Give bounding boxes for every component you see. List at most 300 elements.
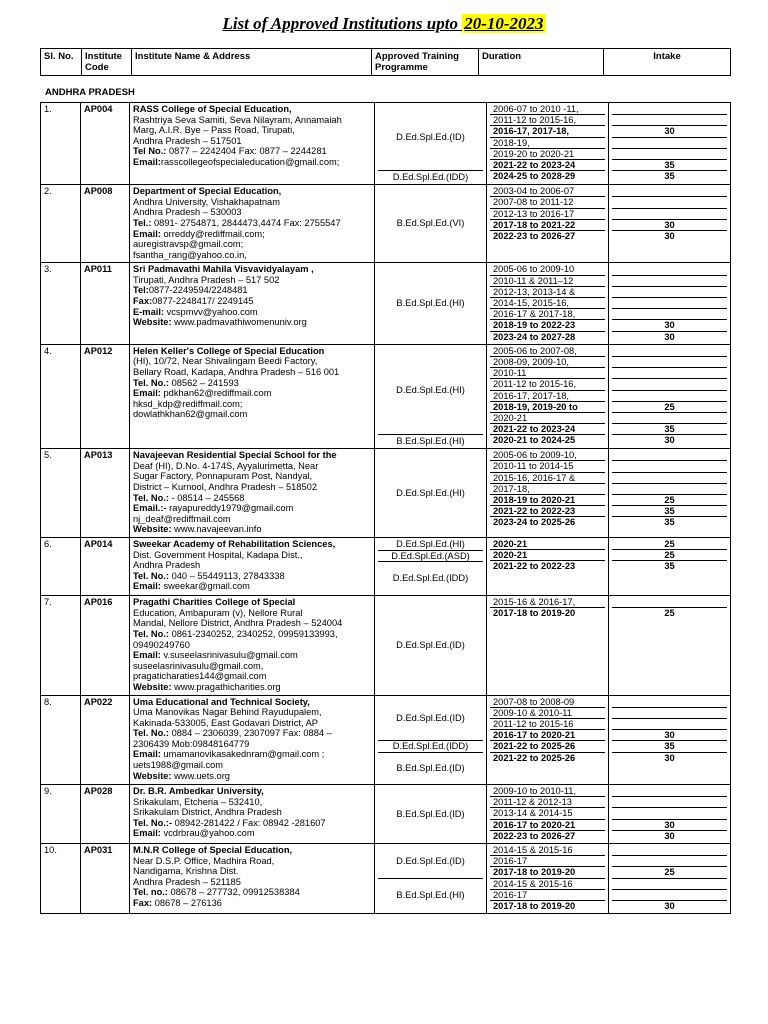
programme-name: D.Ed.Spl.Ed.(ID) [396,640,465,651]
duration-value: 2016-17, 2017-18, [490,126,605,137]
institute-code: AP031 [81,844,130,914]
table-row [41,695,731,785]
duration-cell [487,449,609,538]
field-label: Tel. No.: [133,570,169,581]
table-row [41,785,731,844]
programme-name: D.Ed.Spl.Ed.(HI) [378,346,483,436]
institute-code: AP011 [81,263,130,344]
duration-cell [487,185,609,263]
field-label: Website: [133,681,172,692]
address-line [133,493,371,504]
programme-name: D.Ed.Spl.Ed.(ID) [378,845,483,879]
address-line: Near D.S.P. Office, Madhira Road, [133,855,275,866]
duration-cell [487,538,609,596]
address-line: Andhra Pradesh – 517501 [133,135,242,146]
duration-value: 2021-22 to 2023-24 [490,160,605,171]
field-label: Website: [133,524,172,535]
intake-value [612,473,727,484]
address-line [133,828,371,839]
address-line [133,296,371,307]
intake-cell [609,538,731,596]
programme-cell [375,785,487,844]
intake-value [612,786,727,797]
field-value: 0877-2249594/2248481 [148,285,248,296]
duration-value: 2023-24 to 2025-26 [493,517,576,528]
intake-value [612,597,727,608]
institute-address [130,185,375,263]
duration-value: 2021-22 to 2022-23 [493,561,576,572]
duration-value: 2011-12 & 2012-13 [490,797,605,808]
duration-value: 2021-22 to 2023-24 [490,424,605,435]
programme-cell [375,103,487,185]
field-value: vcspmvv@yahoo.com [164,306,258,317]
address-line: Helen Keller's College of Special Education [133,345,325,356]
address-line [133,581,371,592]
address-line [133,229,371,240]
serial-number: 6. [41,538,81,596]
duration-value: 2005-06 to 2009-10 [490,264,605,275]
intake-cell [609,344,731,449]
programme-cell [375,596,487,695]
field-value: 040 – 55449113, 27843338 [168,570,285,581]
duration-value: 2020-21 to 2024-25 [493,435,576,446]
duration-value: 2015-16, 2016-17 & [490,473,605,484]
address-line: RASS College of Special Education, [133,104,292,114]
address-line: pragaticharaties144@gmail.com [133,671,267,682]
institute-address [130,103,375,185]
duration-value: 2014-15 & 2015-16 [490,879,605,890]
programme-name: B.Ed.Spl.Ed.(HI) [396,435,465,446]
duration-value: 2010-11 & 2011–12 [490,276,605,287]
field-label: Tel No.: [133,146,167,157]
address-line: Marg, A.I.R. Bye – Pass Road, Tirupati, [133,125,295,136]
duration-cell [487,263,609,344]
address-line: Andhra Pradesh – 530003 [133,207,242,218]
intake-value: 30 [664,230,675,241]
duration-cell [487,695,609,785]
programme-name: D.Ed.Spl.Ed.(IDD) [392,572,469,583]
address-line: Deaf (HI), D.No. 4-174S, Ayyalurimetta, Near [133,460,319,471]
intake-value: 35 [612,424,727,435]
field-value: 0891- 2754871, 2844473,4474 Fax: 2755547 [151,217,341,228]
intake-value: 30 [664,752,675,763]
duration-value: 2019-20 to 2020-21 [490,149,605,160]
field-value: www.navajeevan.info [171,524,262,535]
duration-cell [487,785,609,844]
intake-value [612,708,727,719]
address-line: Department of Special Education, [133,186,282,197]
address-line: Srikakulam, Etcheria – 532410, [133,796,263,807]
duration-value: 2012-13, 2013-14 & [490,287,605,298]
duration-value: 2003-04 to 2006-07 [490,186,605,197]
header-intake: Intake [604,49,731,76]
field-value: rasscollegeofspecialeducation@gmail.com; [160,156,340,167]
institute-address [130,596,375,695]
field-label: Tel: [133,285,149,296]
duration-value: 2011-12 to 2015-16, [490,115,605,126]
table-row [41,263,731,344]
field-value: vcdrbrau@yahoo.com [160,828,255,839]
intake-value [612,104,727,115]
institute-code: AP022 [81,695,130,785]
programme-name: D.Ed.Spl.Ed.(HI) [396,487,465,498]
duration-value: 2018-19 to 2020-21 [490,495,605,506]
duration-value: 2014-15 & 2015-16 [490,845,605,856]
serial-number: 3. [41,263,81,344]
address-line [133,728,371,739]
intake-value [612,197,727,208]
duration-value: 2011-12 to 2015-16, [490,379,605,390]
table-row [41,103,731,185]
intake-value [612,149,727,160]
header-table [40,48,731,76]
intake-value: 30 [664,901,675,912]
intake-value: 35 [612,506,727,517]
table-row [41,185,731,263]
duration-cell [487,103,609,185]
address-line [133,317,371,328]
address-line: Sri Padmavathi Mahila Visvavidyalayam , [133,264,314,275]
field-value: 08562 – 241593 [168,377,239,388]
address-line: 2306439 Mob:09848164779 [133,738,250,749]
duration-value: 2007-08 to 2008-09 [490,697,605,708]
intake-value [612,719,727,730]
duration-cell [487,596,609,695]
field-label: Tel. No.: [133,628,169,639]
programme-name: B.Ed.Spl.Ed.(HI) [396,298,465,309]
field-label: Email: [133,156,161,167]
field-label: Tel. No.: [133,492,169,503]
intake-value [612,298,727,309]
field-value: sweekar@gmail.com [160,581,250,592]
header-code: Institute Code [82,49,132,76]
address-line: Kakinada-533005, East Godavari District, AP [133,717,319,728]
intake-value [612,115,727,126]
field-value: 0884 – 2306039, 2307097 Fax: 0884 – [168,728,332,739]
address-line: M.N.R College of Special Education, [133,845,293,856]
institute-address [130,263,375,344]
field-value: pdkhan62@rediffmail.com [160,388,272,399]
institute-address [130,344,375,449]
institute-code: AP013 [81,449,130,538]
intake-value [612,287,727,298]
intake-value: 30 [612,126,727,137]
address-line: Uma Educational and Technical Society, [133,696,310,707]
field-label: Tel. No.: [133,728,169,739]
duration-value: 2022-23 to 2026-27 [493,830,576,841]
address-line: Dr. B.R. Ambedkar University, [133,786,264,797]
duration-value: 2023-24 to 2027-28 [493,331,576,342]
field-label: Email.:- [133,503,167,514]
duration-value: 2017-18 to 2019-20 [493,608,576,619]
intake-value [612,697,727,708]
institute-code: AP016 [81,596,130,695]
duration-value: 2014-15, 2015-16, [490,298,605,309]
address-line: (HI), 10/72, Near Shivalingam Beedi Factory, [133,356,318,367]
field-value: 08942-281422 / Fax: 08942 -281607 [172,817,326,828]
duration-value: 2016-17 to 2020-21 [490,730,605,741]
address-line: nj_deaf@rediffmail.com [133,513,231,524]
header-sl: Sl. No. [41,49,82,76]
field-value: www.pragathicharities.org [171,681,281,692]
field-label: Tel. no.: [133,887,168,898]
serial-number: 5. [41,449,81,538]
address-line: Bellary Road, Kadapa, Andhra Pradesh – 516 001 [133,366,340,377]
intake-value: 35 [664,561,675,572]
field-label: Website: [133,317,172,328]
address-line: Mandal, Nellore District, Andhra Pradesh – 524004 [133,618,343,629]
duration-value: 2005-06 to 2009-10, [490,450,605,461]
field-label: Tel. No.:- [133,817,173,828]
field-value: 08678 – 276136 [152,898,222,908]
intake-value: 35 [612,741,727,752]
address-line: Pragathi Charities College of Special [133,597,296,608]
serial-number: 2. [41,185,81,263]
header-name: Institute Name & Address [132,49,372,76]
field-value: www.uets.org [171,770,230,781]
address-line: Tirupati, Andhra Pradesh – 517 502 [133,274,280,285]
address-line [133,650,371,661]
programme-name: D.Ed.Spl.Ed.(HI) [378,539,483,551]
intake-value [612,186,727,197]
address-line [133,378,371,389]
field-label: Tel. No.: [133,377,169,388]
duration-value: 2016-17 & 2017-18, [490,309,605,320]
duration-value: 2006-07 to 2010 -11, [490,104,605,115]
address-line: Srikakulam District, Andhra Pradesh [133,807,282,818]
duration-value: 2017-18 to 2019-20 [490,867,605,878]
field-label: Fax: [133,296,153,307]
institute-address [130,844,375,914]
address-line: Andhra Pradesh – 521185 [133,876,241,887]
address-line: auregistravsp@gmail.com; [133,239,244,250]
address-line [133,887,371,898]
duration-value: 2016-17 [490,890,605,901]
serial-number: 4. [41,344,81,449]
address-line [133,898,371,909]
duration-value: 2017-18, [490,484,605,495]
duration-value: 2020-21 [490,550,605,561]
address-line [133,503,371,514]
institute-code: AP008 [81,185,130,263]
address-line: fsantha_rang@yahoo.co.in, [133,249,247,260]
duration-value: 2022-23 to 2026-27 [493,230,576,241]
duration-value: 2010-11 to 2014-15 [490,461,605,472]
intake-value [612,309,727,320]
serial-number: 8. [41,695,81,785]
address-line [133,682,371,693]
header-programme: Approved Training Programme [372,49,479,76]
address-line [133,157,371,168]
title-text: List of Approved Institutions upto [222,14,458,33]
table-row [41,596,731,695]
intake-cell [609,695,731,785]
field-label: Fax: [133,898,153,908]
intake-value: 25 [664,608,675,619]
duration-value: 2012-13 to 2016-17 [490,209,605,220]
field-label: Email: [133,388,161,399]
duration-value: 2018-19 to 2022-23 [490,320,605,331]
intake-value [612,808,727,819]
intake-value [612,209,727,220]
intake-cell [609,103,731,185]
field-label: Website: [133,770,172,781]
serial-number: 1. [41,103,81,185]
address-line: Education, Ambapuram (v), Nellore Rural [133,607,303,618]
institutions-table [40,102,731,914]
intake-value: 35 [612,160,727,171]
intake-value: 30 [612,820,727,831]
intake-value: 30 [612,320,727,331]
address-line: Nandigama, Krishna Dist. [133,866,239,877]
institute-address [130,695,375,785]
institute-code: AP012 [81,344,130,449]
intake-value: 25 [612,402,727,413]
intake-value [612,391,727,402]
intake-value [612,461,727,472]
intake-value [612,450,727,461]
address-line [133,771,371,782]
serial-number: 9. [41,785,81,844]
intake-cell [609,263,731,344]
field-value: 0877 – 2242404 Fax: 0877 – 2244281 [166,146,327,157]
field-value: 0877-2248417/ 2249145 [152,296,254,307]
field-label: Email: [133,749,161,760]
programme-name: B.Ed.Spl.Ed.(HI) [396,890,465,901]
programme-name: D.Ed.Spl.Ed.(ID) [378,104,483,171]
duration-value: 2016-17, 2017-18, [490,391,605,402]
address-line: Andhra Pradesh [133,560,201,571]
table-row [41,844,731,914]
address-line [133,749,371,760]
institute-address [130,449,375,538]
duration-value: 2010-11 [490,368,605,379]
table-row [41,449,731,538]
page-title [0,14,768,34]
intake-value: 35 [664,517,675,528]
intake-value [612,484,727,495]
intake-value [612,856,727,867]
duration-value: 2021-22 to 2025-26 [490,741,605,752]
intake-value: 30 [664,830,675,841]
intake-value [612,890,727,901]
field-value: www.padmavathiwomenuniv.org [171,317,307,328]
programme-name: D.Ed.Spl.Ed.(IDD) [378,741,483,753]
duration-value: 2015-16 & 2016-17, [490,597,605,608]
duration-value: 2016-17 to 2020-21 [490,820,605,831]
programme-cell [375,263,487,344]
programme-name: D.Ed.Spl.Ed.(IDD) [392,171,469,182]
address-line [133,524,371,535]
table-row [41,538,731,596]
field-value: 0861-2340252, 2340252, 09959133993, [168,628,338,639]
address-line: dowlathkhan62@gmail.com [133,409,248,420]
duration-cell [487,844,609,914]
intake-value [612,879,727,890]
duration-value: 2017-18 to 2019-20 [493,901,576,912]
address-line: 09490249760 [133,639,190,650]
duration-value: 2009-10 to 2010-11, [490,786,605,797]
intake-value [612,845,727,856]
address-line: Dist. Government Hospital, Kadapa Dist., [133,549,303,560]
duration-value: 2018-19, 2019-20 to [490,402,605,413]
duration-value: 2020-21 [490,413,605,424]
address-line [133,307,371,318]
duration-value: 2009-10 & 2010-11 [490,708,605,719]
title-date: 20-10-2023 [464,14,544,33]
programme-name: D.Ed.Spl.Ed.(ID) [378,697,483,742]
duration-value: 2005-06 to 2007-08, [490,346,605,357]
intake-value [612,357,727,368]
intake-value [612,379,727,390]
intake-value: 30 [612,730,727,741]
institute-code: AP028 [81,785,130,844]
address-line: District – Kurnool, Andhra Pradesh – 518502 [133,482,317,493]
address-line [133,818,371,829]
intake-value [612,797,727,808]
intake-value: 25 [612,495,727,506]
address-line: Navajeevan Residential Special School for the [133,450,337,461]
serial-number: 10. [41,844,81,914]
intake-cell [609,785,731,844]
intake-value [612,413,727,424]
address-line [133,629,371,640]
intake-value: 30 [664,331,675,342]
header-duration: Duration [479,49,604,76]
field-value: orreddy@rediffmail.com; [160,228,265,239]
intake-value: 25 [612,867,727,878]
field-value: umamanovikasakednram@gmail.com ; [160,749,325,760]
address-line [133,146,371,157]
address-line [133,218,371,229]
field-label: Email: [133,581,161,592]
programme-cell [375,185,487,263]
programme-cell [375,844,487,914]
address-line: Andhra University, Vishakhapatnam [133,196,280,207]
intake-value: 35 [664,171,675,182]
address-line [133,388,371,399]
duration-value: 2017-18 to 2021-22 [490,220,605,231]
institute-address [130,785,375,844]
field-value: 08678 – 277732, 09912538384 [167,887,300,898]
field-label: Email: [133,828,161,839]
address-line [133,285,371,296]
intake-cell [609,844,731,914]
duration-cell [487,344,609,449]
intake-value [612,368,727,379]
programme-cell [375,538,487,596]
address-line: Sweekar Academy of Rehabilitation Sciences, [133,539,336,550]
intake-value: 25 [612,550,727,561]
duration-value: 2018-19, [490,138,605,149]
programme-name: B.Ed.Spl.Ed.(ID) [396,762,465,773]
duration-value: 2021-22 to 2022-23 [490,506,605,517]
duration-value: 2024-25 to 2028-29 [493,171,576,182]
duration-value: 2013-14 & 2014-15 [490,808,605,819]
address-line: suseelasrinivasulu@gmail.com, [133,660,264,671]
field-label: E-mail: [133,306,164,317]
programme-name: D.Ed.Spl.Ed.(ASD) [378,551,483,563]
institute-code: AP014 [81,538,130,596]
field-label: Email: [133,650,161,661]
intake-value: 30 [612,220,727,231]
intake-value: 25 [612,539,727,550]
programme-name: B.Ed.Spl.Ed.(VI) [396,218,465,229]
intake-value [612,346,727,357]
table-row [41,344,731,449]
intake-value [612,264,727,275]
address-line: Uma Manovikas Nagar Behind Rayudupalem, [133,707,322,718]
